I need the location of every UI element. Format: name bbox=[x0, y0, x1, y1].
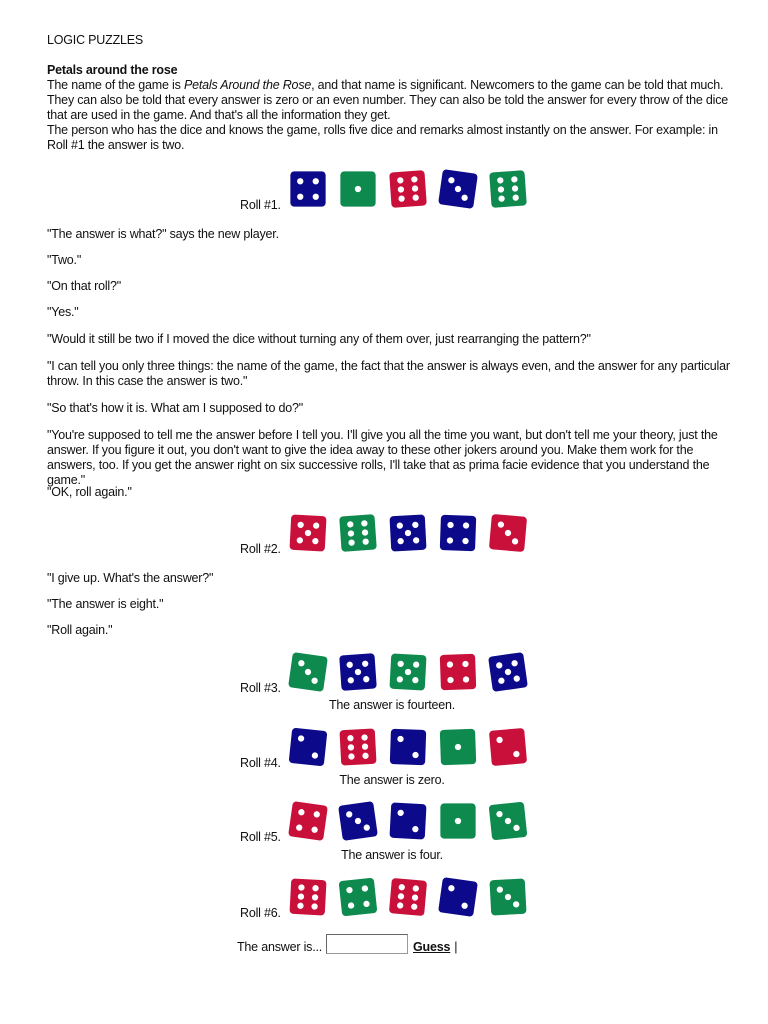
roll-answer: The answer is fourteen. bbox=[328, 698, 456, 712]
roll-label: Roll #3. bbox=[240, 681, 281, 695]
die-3-red bbox=[487, 512, 529, 554]
dialogue-line: "So that's how it is. What am I supposed to do?" bbox=[47, 401, 303, 415]
dialogue-line: "Roll again." bbox=[47, 623, 113, 637]
dice-row bbox=[287, 726, 537, 768]
dialogue-line: "Yes." bbox=[47, 305, 79, 319]
die-pip bbox=[355, 186, 361, 192]
die-face bbox=[489, 728, 527, 766]
roll-label: Roll #1. bbox=[240, 198, 281, 212]
die-face bbox=[440, 654, 476, 690]
separator: | bbox=[454, 940, 458, 954]
die-1-green bbox=[437, 726, 479, 768]
roll-6 bbox=[240, 876, 537, 918]
roll-label: Roll #4. bbox=[240, 756, 281, 770]
die-4-red bbox=[437, 651, 479, 693]
roll-5 bbox=[240, 800, 537, 842]
dice-row bbox=[287, 800, 537, 842]
die-face bbox=[339, 728, 376, 765]
die-6-red bbox=[287, 876, 329, 918]
dice-row bbox=[287, 168, 537, 210]
die-5-blue bbox=[387, 512, 429, 554]
die-5-blue bbox=[487, 651, 529, 693]
die-face bbox=[389, 878, 427, 916]
die-face bbox=[339, 514, 377, 552]
die-2-blue bbox=[287, 726, 329, 768]
dice-row bbox=[287, 876, 537, 918]
die-face bbox=[288, 728, 327, 767]
die-2-blue bbox=[387, 726, 429, 768]
die-4-green bbox=[337, 876, 379, 918]
dialogue-line: "On that roll?" bbox=[47, 279, 121, 293]
die-face bbox=[440, 515, 476, 551]
die-face bbox=[288, 801, 328, 841]
die-pip bbox=[312, 178, 318, 184]
die-face bbox=[389, 802, 426, 839]
die-face bbox=[389, 170, 427, 208]
die-6-red bbox=[387, 168, 429, 210]
die-5-green bbox=[387, 651, 429, 693]
roll-label: Roll #2. bbox=[240, 542, 281, 556]
die-5-red bbox=[287, 512, 329, 554]
dialogue-line: "You're supposed to tell me the answer before I tell you. I'll give you all the time you want, but don't tell me your theory, just the answer. If you figure it out, you don't want to give the idea away to these other jokers around you. Make them work for the answers, too. If you get the answer right on six successive rolls, I'll take that as prima facie evidence that you understand the game." bbox=[47, 428, 718, 487]
guess-button[interactable]: Guess bbox=[413, 940, 451, 954]
die-4-red bbox=[287, 800, 329, 842]
die-6-green bbox=[487, 168, 529, 210]
dialogue-line: "I give up. What's the answer?" bbox=[47, 571, 214, 585]
dialogue-line: "The answer is what?" says the new player. bbox=[47, 227, 279, 241]
roll-3 bbox=[240, 651, 537, 693]
die-3-green bbox=[487, 876, 529, 918]
roll-answer: The answer is zero. bbox=[339, 773, 445, 787]
intro-paragraph-1 bbox=[47, 78, 732, 123]
game-name: Petals Around the Rose bbox=[183, 78, 312, 92]
die-2-red bbox=[487, 726, 529, 768]
die-5-blue bbox=[337, 651, 379, 693]
die-4-blue bbox=[437, 512, 479, 554]
die-pip bbox=[455, 818, 461, 824]
intro bbox=[47, 63, 732, 153]
roll-4 bbox=[240, 726, 537, 768]
roll-answer: The answer is four. bbox=[341, 848, 443, 862]
roll-1 bbox=[240, 168, 537, 210]
die-2-blue bbox=[387, 800, 429, 842]
intro-text: , and that name is significant. Newcomers to the game can be told that much. They can also be told that every answer is zero or an even number. They can also be told the answer for every throw of the dice that are used in the game. And that's all the information they get. bbox=[47, 78, 729, 122]
die-1-green bbox=[437, 800, 479, 842]
guess-form bbox=[237, 934, 457, 954]
dice-row bbox=[287, 512, 537, 554]
intro-paragraph-2: The person who has the dice and knows the game, rolls five dice and remarks almost instantly on the answer. For example: in Roll #1 the answer is two. bbox=[47, 123, 718, 152]
die-pip bbox=[297, 178, 303, 184]
die-6-red bbox=[387, 876, 429, 918]
die-4-blue bbox=[287, 168, 329, 210]
dialogue-line: "Two." bbox=[47, 253, 82, 267]
die-2-blue bbox=[437, 876, 479, 918]
die-3-green bbox=[487, 800, 529, 842]
roll-label: Roll #6. bbox=[240, 906, 281, 920]
die-face bbox=[338, 878, 377, 917]
die-3-blue bbox=[437, 168, 479, 210]
die-1-green bbox=[337, 168, 379, 210]
die-3-blue bbox=[337, 800, 379, 842]
die-6-green bbox=[337, 512, 379, 554]
puzzle-title: Petals around the rose bbox=[47, 63, 178, 77]
die-pip bbox=[297, 194, 303, 200]
die-6-red bbox=[337, 726, 379, 768]
die-face bbox=[489, 170, 527, 208]
die-pip bbox=[312, 194, 318, 200]
dice-row bbox=[287, 651, 537, 693]
dialogue-line: "OK, roll again." bbox=[47, 485, 132, 499]
die-face bbox=[438, 877, 478, 917]
dialogue-line: "Would it still be two if I moved the dice without turning any of them over, just rearranging the pattern?" bbox=[47, 332, 591, 346]
dialogue-line: "The answer is eight." bbox=[47, 597, 164, 611]
die-3-green bbox=[287, 651, 329, 693]
die-face bbox=[390, 729, 426, 765]
page-header: LOGIC PUZZLES bbox=[47, 33, 144, 47]
intro-text: The name of the game is bbox=[47, 78, 184, 92]
guess-label: The answer is... bbox=[237, 940, 323, 954]
guess-input[interactable] bbox=[326, 934, 408, 954]
roll-2 bbox=[240, 512, 537, 554]
die-face bbox=[290, 171, 325, 206]
dialogue-line: "I can tell you only three things: the name of the game, the fact that the answer is always even, and the answer for any particular throw. In this case the answer is two." bbox=[47, 359, 730, 388]
die-face bbox=[289, 878, 326, 915]
roll-label: Roll #5. bbox=[240, 830, 281, 844]
